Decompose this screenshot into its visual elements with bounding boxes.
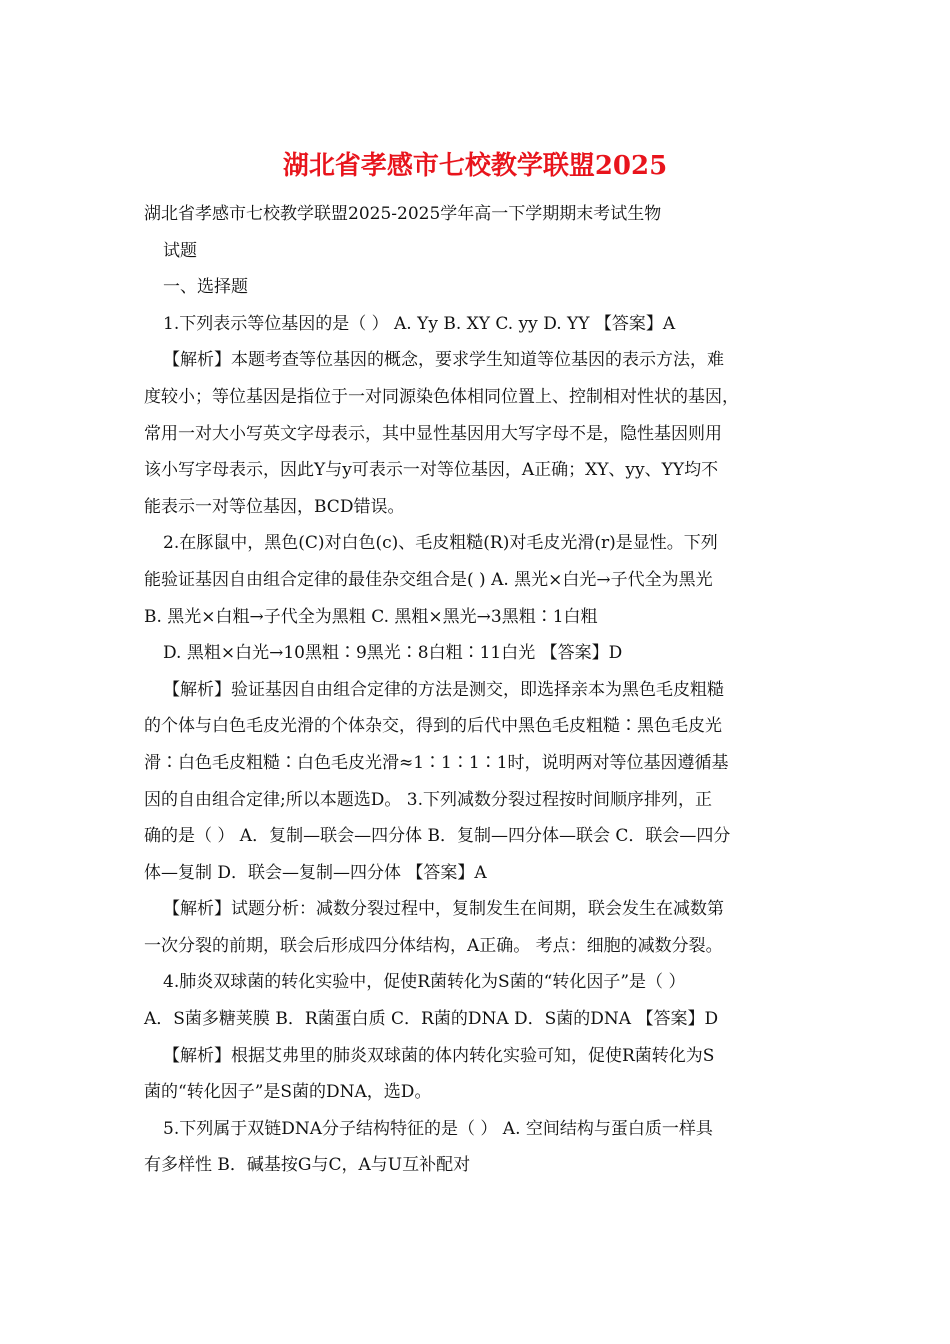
section-heading: 一、选择题	[163, 277, 248, 298]
analysis-1-line-5: 能表示一对等位基因，BCD错误。	[144, 496, 405, 517]
analysis-1-line-1: 【解析】本题考查等位基因的概念，要求学生知道等位基因的表示方法，难	[163, 350, 724, 371]
question-2-line-4: D. 黑粗×白光→10黑粗∶9黑光∶8白粗∶11白光 【答案】D	[163, 643, 623, 664]
question-2-line-3: B. 黑光×白粗→子代全为黑粗 C. 黑粗×黑光→3黑粗∶1白粗	[144, 606, 598, 627]
analysis-1-line-2: 度较小；等位基因是指位于一对同源染色体相同位置上、控制相对性状的基因，	[144, 386, 739, 407]
document-title: 湖北省孝感市七校教学联盟2025	[282, 151, 668, 181]
analysis-4-line-2: 菌的“转化因子”是S菌的DNA，选D。	[144, 1082, 432, 1103]
analysis-4-line-1: 【解析】根据艾弗里的肺炎双球菌的体内转化实验可知，促使R菌转化为S	[163, 1045, 715, 1066]
question-2-line-1: 2.在豚鼠中，黑色(C)对白色(c)、毛皮粗糙(R)对毛皮光滑(r)是显性。下列	[163, 533, 718, 554]
analysis-3-line-1: 【解析】试题分析：减数分裂过程中，复制发生在间期，联会发生在减数第	[163, 899, 724, 920]
subtitle-line-2: 试题	[163, 240, 197, 261]
analysis-2-line-4: 因的自由组合定律;所以本题选D。 3.下列减数分裂过程按时间顺序排列，正	[144, 789, 712, 810]
analysis-3-line-2: 一次分裂的前期，联会后形成四分体结构，A正确。 考点：细胞的减数分裂。	[144, 935, 723, 956]
question-4-line-1: 4.肺炎双球菌的转化实验中，促使R菌转化为S菌的“转化因子”是（ ）	[163, 972, 686, 993]
question-3-line-1: 确的是（ ） A．复制—联会—四分体 B．复制—四分体—联会 C．联会—四分	[144, 826, 731, 847]
analysis-2-line-3: 滑∶白色毛皮粗糙∶白色毛皮光滑≈1∶1∶1∶1时，说明两对等位基因遵循基	[144, 752, 729, 773]
analysis-1-line-3: 常用一对大小写英文字母表示，其中显性基因用大写字母不是，隐性基因则用	[144, 423, 722, 444]
analysis-1-line-4: 该小写字母表示，因此Y与y可表示一对等位基因，A正确；XY、yy、YY均不	[144, 460, 719, 481]
subtitle-line-1: 湖北省孝感市七校教学联盟2025-2025学年高一下学期期末考试生物	[144, 204, 662, 224]
analysis-2-line-1: 【解析】验证基因自由组合定律的方法是测交，即选择亲本为黑色毛皮粗糙	[163, 679, 724, 700]
question-1: 1.下列表示等位基因的是（ ） A. Yy B. XY C. yy D. YY 【答案】A	[163, 313, 676, 334]
question-5-line-1: 5.下列属于双链DNA分子结构特征的是（ ） A. 空间结构与蛋白质一样具	[163, 1118, 713, 1139]
analysis-2-line-2: 的个体与白色毛皮光滑的个体杂交，得到的后代中黑色毛皮粗糙∶黑色毛皮光	[144, 716, 722, 737]
question-3-line-2: 体—复制 D．联会—复制—四分体 【答案】A	[144, 862, 487, 883]
question-4-line-2: A．S菌多糖荚膜 B．R菌蛋白质 C．R菌的DNA D．S菌的DNA 【答案】D	[144, 1009, 719, 1030]
question-2-line-2: 能验证基因自由组合定律的最佳杂交组合是( ) A. 黑光×白光→子代全为黑光	[144, 569, 713, 590]
question-5-line-2: 有多样性 B．碱基按G与C，A与U互补配对	[144, 1155, 471, 1176]
document-body	[144, 196, 808, 1184]
